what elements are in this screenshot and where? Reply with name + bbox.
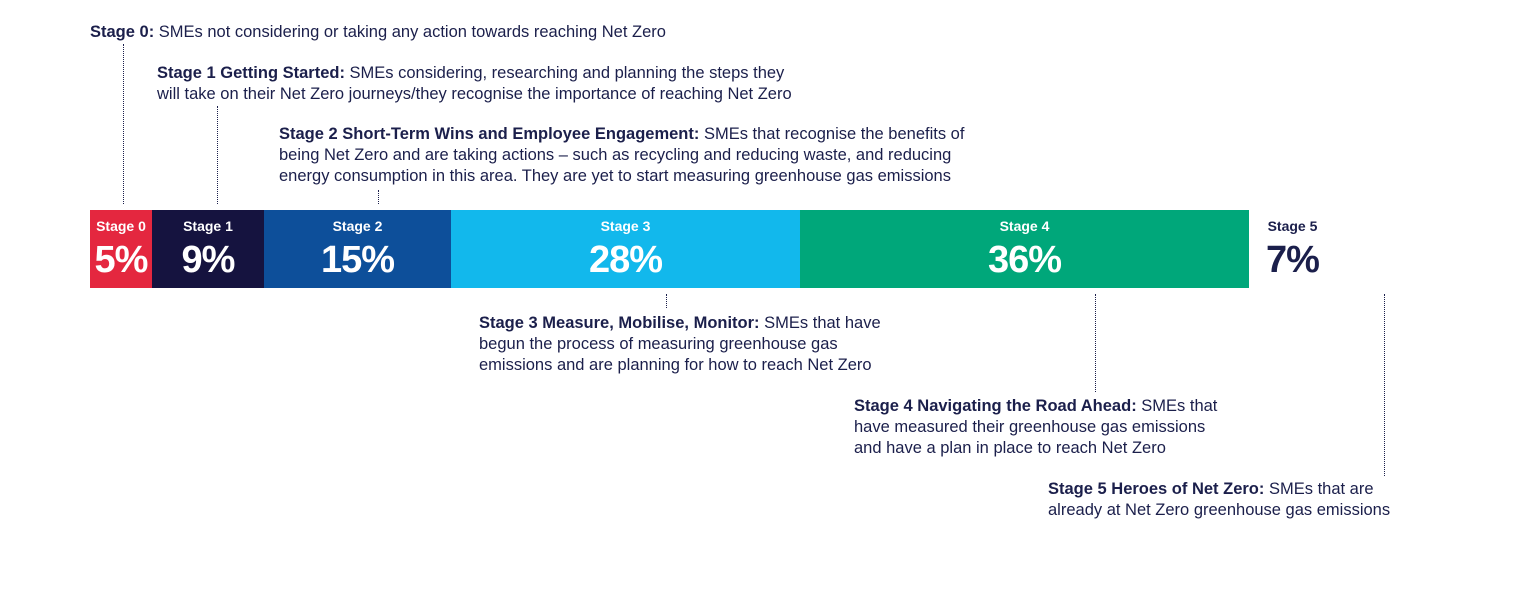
stage-2-note-line2: being Net Zero and are taking actions – such as recycling and reducing waste, and reducing [279,146,952,164]
stage-3-note-title: Stage 3 Measure, Mobilise, Monitor: [479,314,760,332]
stage-4-label: Stage 4 [999,218,1050,234]
bar-segment-stage-0 [90,210,152,288]
bar-segment-stage-2 [264,210,451,288]
stage-0-note-text: SMEs not considering or taking any action towards reaching Net Zero [154,23,666,41]
stage-5-note [1048,479,1390,521]
stage-2-leader [378,190,379,204]
stage-3-note-line2: begun the process of measuring greenhouse gas [479,335,838,353]
stage-5-note-text: SMEs that are [1264,480,1374,498]
stage-4-value: 36% [987,239,1062,281]
stage-5-leader [1384,294,1385,476]
stage-5-note-line2: already at Net Zero greenhouse gas emissions [1048,501,1391,519]
bar-segment-stage-1 [152,210,264,288]
stage-2-note [279,124,964,187]
stage-0-label: Stage 0 [96,218,146,234]
stage-4-note-title: Stage 4 Navigating the Road Ahead: [854,397,1137,415]
stage-1-leader [217,106,218,204]
stage-1-note [157,63,792,105]
stage-5-value: 7% [1266,239,1319,281]
stage-2-value: 15% [320,239,395,281]
stage-3-note-text: SMEs that have [759,314,881,332]
stage-1-label: Stage 1 [183,218,233,234]
stage-1-note-text: SMEs considering, researching and planning the steps they [344,64,785,82]
stage-2-label: Stage 2 [332,218,383,234]
stage-0-note-title: Stage 0: [90,23,155,41]
stage-1-note-title: Stage 1 Getting Started: [157,64,345,82]
stage-2-note-line3: energy consumption in this area. They are yet to start measuring greenhouse gas emissions [279,167,951,185]
stage-2-note-title: Stage 2 Short-Term Wins and Employee Engagement: [279,125,700,143]
stage-3-label: Stage 3 [600,218,651,234]
stage-4-note-text: SMEs that [1136,397,1218,415]
stage-1-value: 9% [181,239,235,281]
bar-segment-stage-3 [451,210,800,288]
stage-0-value: 5% [94,239,148,281]
stage-5-label: Stage 5 [1267,218,1318,234]
stage-4-note-line3: and have a plan in place to reach Net Zero [854,439,1166,457]
stage-3-note-line3: emissions and are planning for how to reach Net Zero [479,356,872,374]
stage-4-note [854,396,1217,459]
stage-3-leader [666,294,667,308]
stage-2-note-text: SMEs that recognise the benefits of [699,125,965,143]
bar-segment-stage-5 [1249,210,1336,288]
stage-0-note [90,22,666,43]
bar-segment-stage-4 [800,210,1249,288]
stage-1-note-line2: will take on their Net Zero journeys/they recognise the importance of reaching Net Zero [157,85,792,103]
stage-3-value: 28% [588,239,663,281]
stage-4-leader [1095,294,1096,392]
stage-3-note [479,313,881,376]
stage-0-leader [123,44,124,204]
stage-4-note-line2: have measured their greenhouse gas emissions [854,418,1206,436]
stage-5-note-title: Stage 5 Heroes of Net Zero: [1048,480,1265,498]
